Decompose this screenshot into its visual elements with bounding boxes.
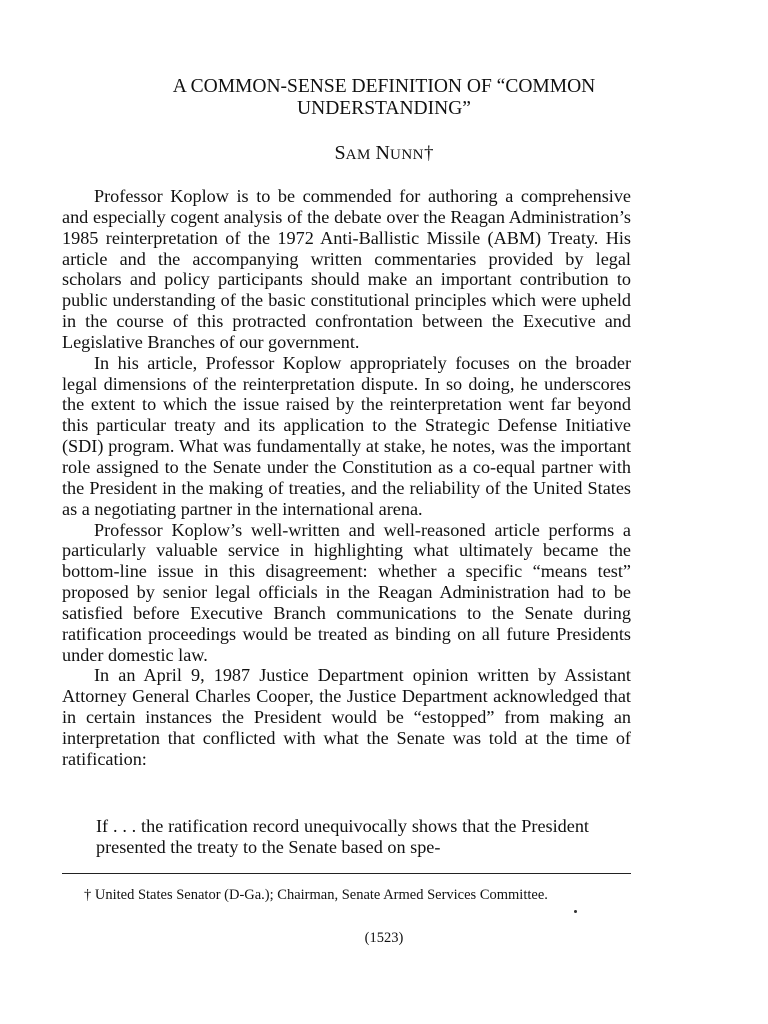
- author-last-initial: N: [375, 142, 390, 164]
- author-first-rest: AM: [345, 147, 371, 163]
- author-byline: [60, 142, 708, 166]
- paragraph-2: In his article, Professor Koplow appropriately focuses on the broader legal dimensions of the reinterpretation dispute. In so doing, he underscores the extent to which the issue raised by the reinterpretation went far beyond this particular treaty and its application to the Strategic Defense Initiative (SDI) program. What was fundamentally at stake, he notes, was the important role assigned to the Senate under the Constitution as a co-equal partner with the President in the making of treaties, and the reliability of the United States as a negotiating partner in the international arena.: [62, 352, 631, 519]
- footnote-divider: [62, 873, 631, 874]
- author-footnote-mark: †: [424, 143, 434, 164]
- article-title: [60, 76, 708, 120]
- author-last-rest: UNN: [390, 147, 424, 163]
- block-quote: If . . . the ratification record unequivocally shows that the President presented the treaty to the Senate based on spe-: [96, 816, 589, 857]
- paragraph-4: In an April 9, 1987 Justice Department opinion written by Assistant Attorney General Charles Cooper, the Justice Department acknowledged that in certain instances the President would be “estopped” from making an interpretation that conflicted with what the Senate was told at the time of ratification:: [62, 665, 631, 769]
- footnote: [84, 886, 644, 904]
- stray-mark: [574, 910, 577, 913]
- title-line-2: UNDERSTANDING”: [297, 98, 471, 119]
- title-line-1: A COMMON-SENSE DEFINITION OF “COMMON: [172, 76, 596, 97]
- footnote-text: United States Senator (D-Ga.); Chairman, Senate Armed Services Committee.: [94, 887, 548, 903]
- paragraph-1: Professor Koplow is to be commended for authoring a comprehensive and especially cogent analysis of the debate over the Reagan Administration’s 1985 reinterpretation of the 1972 Anti-Ballistic Missile (ABM) Treaty. His article and the accompanying written commentaries provided by legal scholars and policy participants should make an important contribution to public understanding of the basic constitutional principles which were upheld in the course of this protracted confrontation between the Executive and Legislative Branches of our government.: [62, 186, 631, 352]
- article-body: [62, 186, 631, 770]
- paragraph-3: Professor Koplow’s well-written and well-reasoned article performs a particularly valuable service in highlighting what ultimately became the bottom-line issue in this disagreement: whether a specific “means test” proposed by senior legal officials in the Reagan Administration had to be satisfied before Executive Branch communications to the Senate during ratification proceedings would be treated as binding on all future Presidents under domestic law.: [62, 519, 631, 665]
- footnote-mark: †: [84, 887, 92, 903]
- page-number: (1523): [364, 930, 404, 946]
- author-first-initial: S: [334, 142, 346, 164]
